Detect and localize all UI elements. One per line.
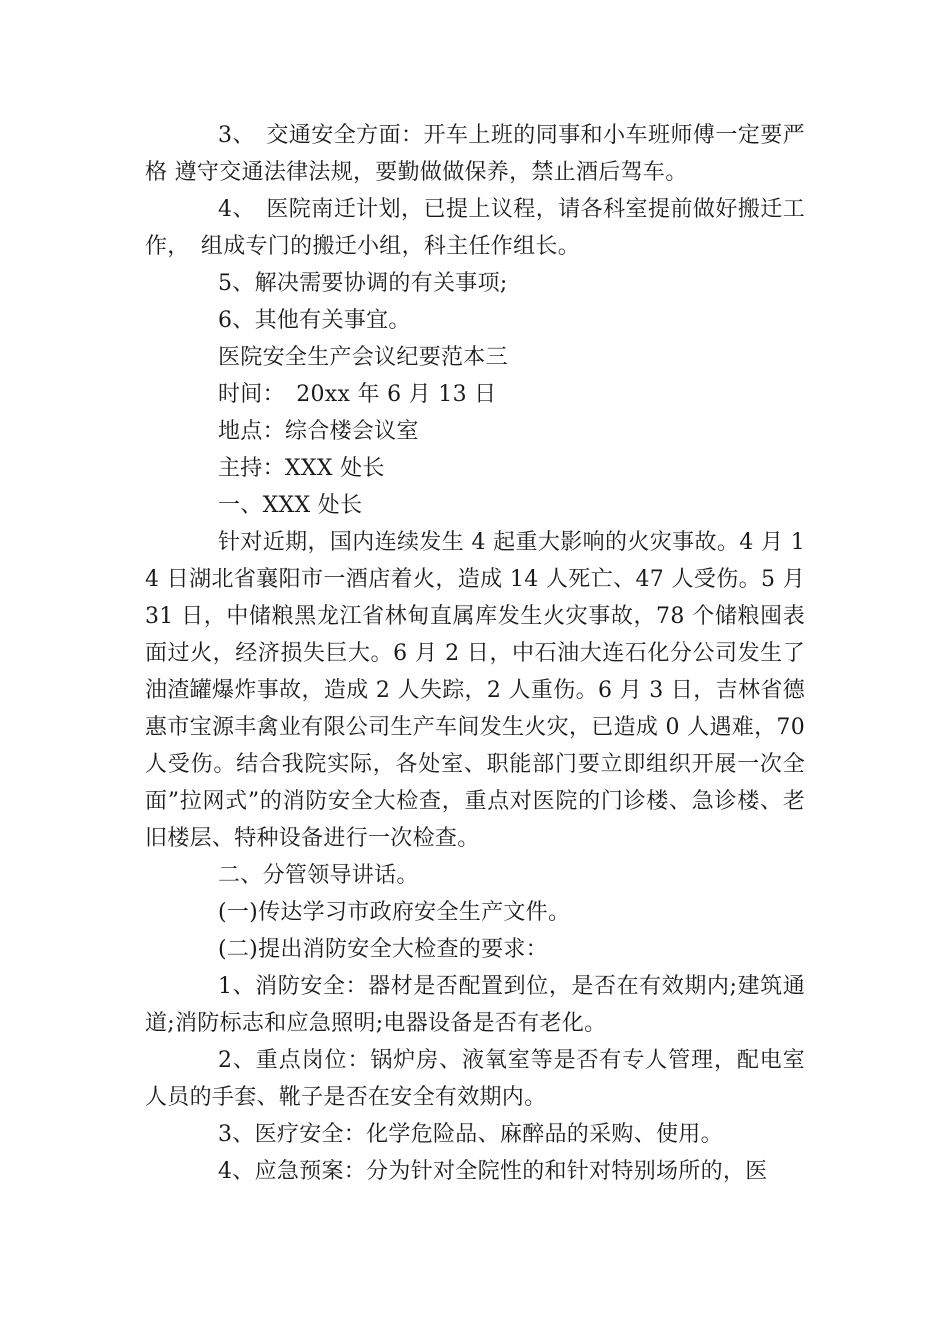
section-title: 医院安全生产会议纪要范本三 (218, 345, 508, 370)
paragraph-relocation-plan: 4、 医院南迁计划，已提上议程，请各科室提前做好搬迁工作， 组成专门的搬迁小组，科主任作组长。 (145, 197, 805, 259)
paragraph-fire-incidents: 针对近期，国内连续发生 4 起重大影响的火灾事故。4 月 14 日湖北省襄阳市一酒店着火，造成 14 人死亡、47 人受伤。5 月 31 日，中储粮黑龙江省林甸直属库发生火灾事故，78 个储粮囤表面过火，经济损失巨大。6 月 2 日，中石油大连石化分公司发生了油渣罐爆炸事故，造成 2 人失踪，2 人重伤。6 月 3 日，吉林省德惠市宝源丰禽业有限公司生产车间发生火灾，已造成 0 人遇难，70 人受伤。结合我院实际，各处室、职能部门要立即组织开展一次全面”拉网式”的消防安全大检查，重点对医院的门诊楼、急诊楼、老旧楼层、特种设备进行一次检查。 (145, 530, 805, 851)
subheading-one: (一)传达学习市政府安全生产文件。 (218, 900, 571, 925)
heading-part-one: 一、XXX 处长 (218, 493, 363, 518)
meeting-time: 时间： 20xx 年 6 月 13 日 (218, 382, 497, 407)
item-key-posts: 2、重点岗位：锅炉房、液氧室等是否有专人管理，配电室人员的手套、靴子是否在安全有效期内。 (145, 1048, 805, 1110)
paragraph-coordination: 5、解决需要协调的有关事项; (218, 271, 508, 296)
item-medical-safety: 3、医疗安全：化学危险品、麻醉品的采购、使用。 (218, 1122, 723, 1147)
meeting-host: 主持：XXX 处长 (218, 456, 385, 481)
heading-part-two: 二、分管领导讲话。 (218, 863, 419, 888)
meeting-location: 地点：综合楼会议室 (218, 419, 419, 444)
document-body (145, 117, 805, 1190)
paragraph-other-matters: 6、其他有关事宜。 (218, 308, 411, 333)
paragraph-traffic-safety: 3、 交通安全方面：开车上班的同事和小车班师傅一定要严格 遵守交通法律法规，要勤做做保养，禁止酒后驾车。 (145, 123, 805, 185)
item-emergency-plan: 4、应急预案：分为针对全院性的和针对特别场所的，医 (218, 1159, 768, 1184)
subheading-two: (二)提出消防安全大检查的要求： (218, 937, 548, 962)
item-fire-safety: 1、消防安全：器材是否配置到位，是否在有效期内;建筑通道;消防标志和应急照明;电器设备是否有老化。 (145, 974, 805, 1036)
